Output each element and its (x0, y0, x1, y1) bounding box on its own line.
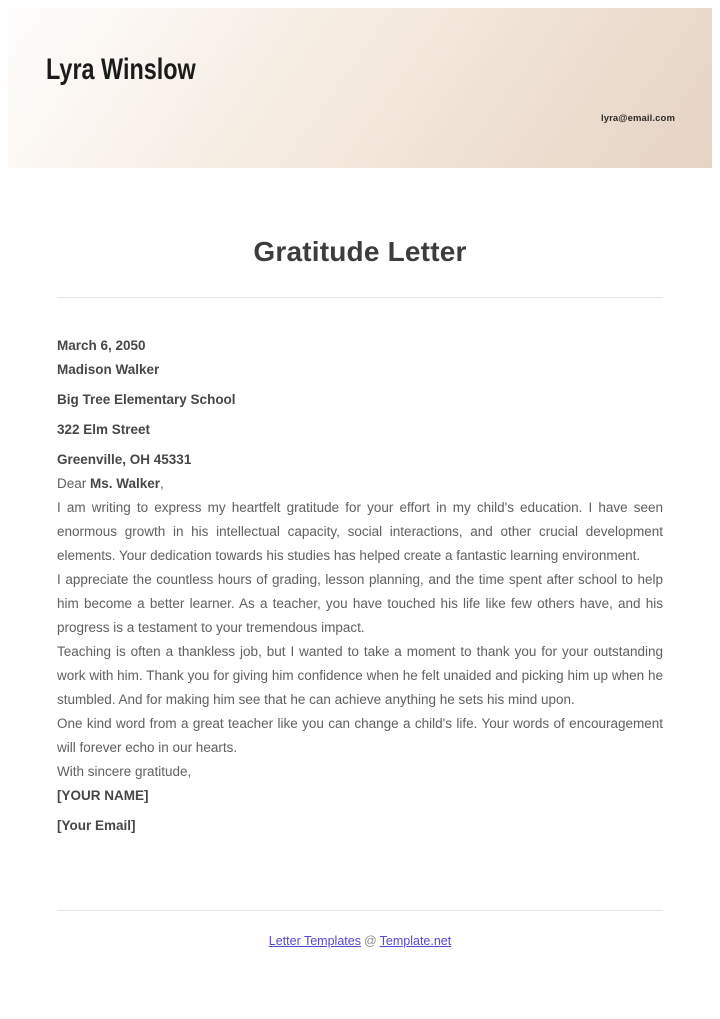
document-body (0, 168, 720, 838)
letter-templates-link[interactable]: Letter Templates (268, 934, 361, 948)
recipient-street: 322 Elm Street (57, 422, 151, 437)
footer-divider (57, 910, 663, 911)
sender-name: Lyra Winslow (46, 53, 196, 86)
paragraph-2: I appreciate the countless hours of grading, lesson planning, and the time spent after school to help him become a better learner. As a teacher, you have touched his life like few others have, and his progress is a testament to your tremendous impact. (57, 572, 663, 635)
title-divider (57, 297, 663, 298)
salutation-name: Ms. Walker (90, 476, 161, 491)
letter-date: March 6, 2050 (57, 338, 146, 353)
letter-content (57, 334, 663, 838)
paragraph-4: One kind word from a great teacher like you can change a child's life. Your words of encouragement will forever echo in our hearts. (57, 716, 663, 755)
paragraph-3: Teaching is often a thankless job, but I wanted to take a moment to thank you for your outstanding work with him. Thank you for giving him confidence when he felt unaided and picking him up when he stumbled. And for making him see that he can achieve anything he sets his mind upon. (57, 644, 663, 707)
recipient-city-state-zip: Greenville, OH 45331 (57, 452, 192, 467)
recipient-organization: Big Tree Elementary School (57, 392, 236, 407)
header-banner (8, 8, 712, 168)
page-title: Gratitude Letter (253, 236, 467, 267)
signature-name-placeholder: [YOUR NAME] (57, 788, 149, 803)
sender-email: lyra@email.com (600, 113, 675, 124)
paragraph-1: I am writing to express my heartfelt gratitude for your effort in my child's education. I have seen enormous growth in his intellectual capacity, social interactions, and other crucial development elements. Your dedication towards his studies has helped create a fantastic learning environment. (57, 500, 663, 563)
footer-credit (0, 929, 720, 953)
template-net-link[interactable]: Template.net (379, 934, 452, 948)
salutation (57, 472, 663, 496)
signature-email-placeholder: [Your Email] (57, 818, 136, 833)
closing-line: With sincere gratitude, (57, 764, 192, 779)
recipient-name: Madison Walker (57, 362, 160, 377)
salutation-suffix: , (160, 476, 164, 491)
salutation-prefix: Dear (57, 476, 91, 491)
footer-separator: @ (363, 934, 377, 948)
